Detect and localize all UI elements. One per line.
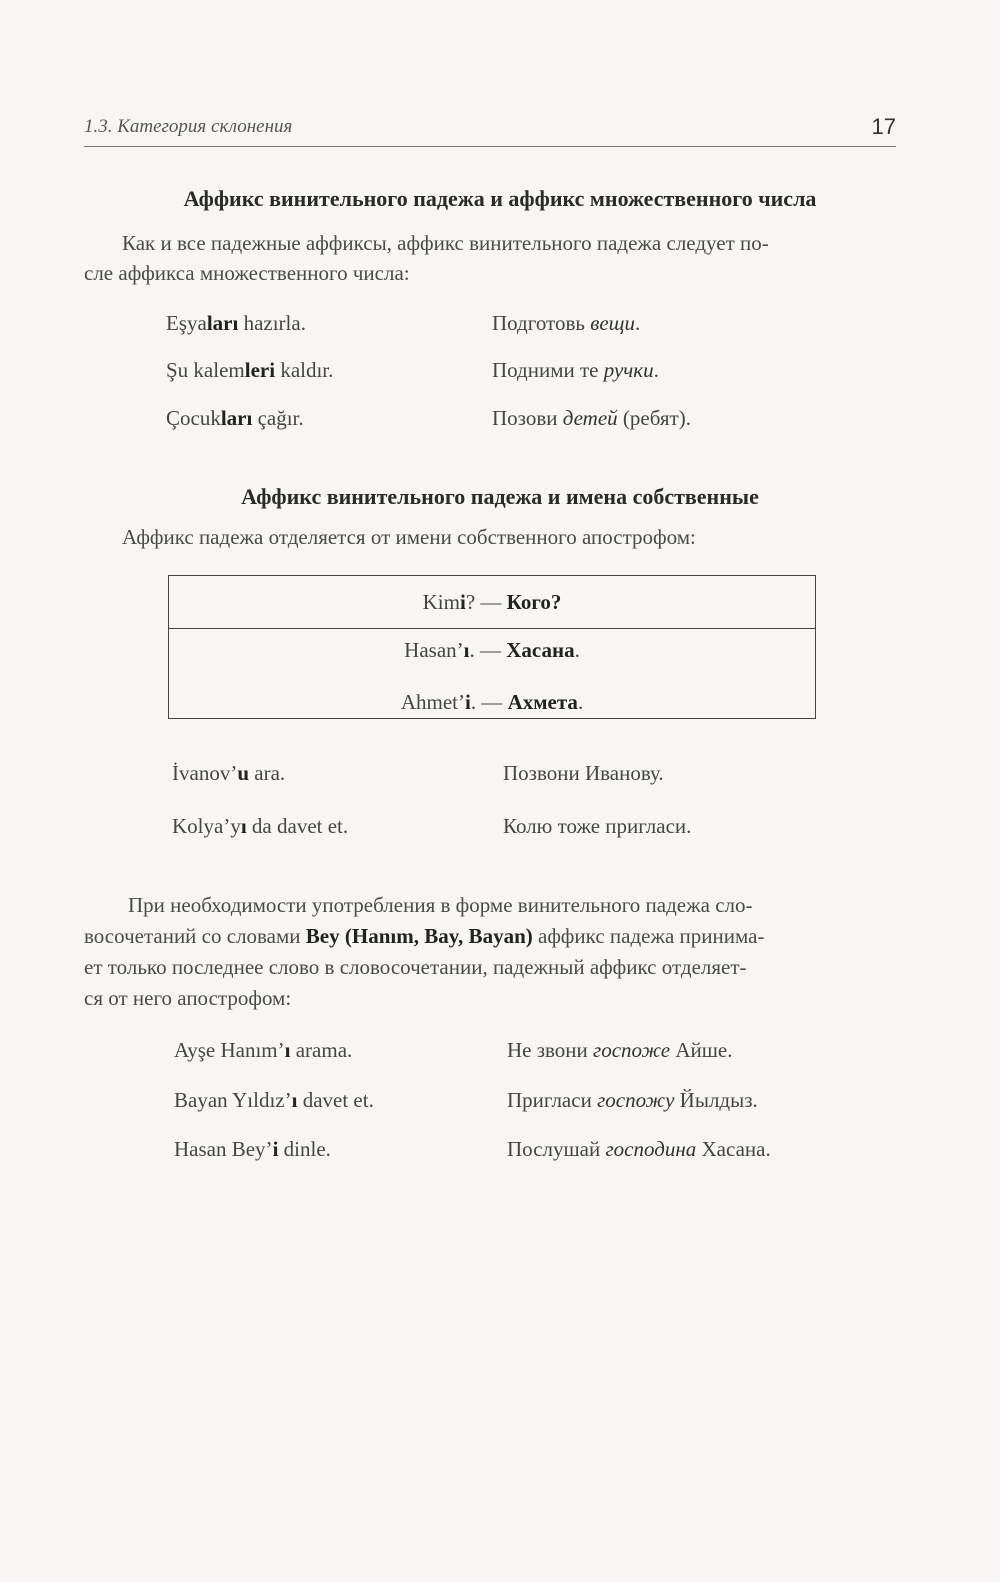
russian-translation: Подготовь вещи. [492, 311, 641, 335]
paragraph-line: восочетаний со словами Bey (Hanım, Bay, Bayan) аффикс падежа принима- [84, 924, 765, 948]
section-heading: Аффикс винительного падежа и имена собственные [241, 484, 759, 509]
turkish-example: Ayşe Hanım’ı arama. [174, 1038, 353, 1062]
russian-translation: Не звони госпоже Айше. [507, 1038, 733, 1062]
paragraph-line: ся от него апострофом: [84, 986, 292, 1010]
section-heading: Аффикс винительного падежа и аффикс множественного числа [183, 186, 817, 211]
table-row: Ahmet’i. — Ахмета. [400, 690, 584, 714]
page-number: 17 [871, 114, 896, 139]
russian-translation: Позвони Иванову. [503, 761, 664, 785]
turkish-example: Hasan Bey’i dinle. [174, 1137, 331, 1161]
paragraph-line: ет только последнее слово в словосочетании, падежный аффикс отделяет- [84, 955, 747, 979]
russian-translation: Пригласи госпожу Йылдыз. [507, 1088, 758, 1112]
case-table [168, 575, 816, 719]
russian-translation: Послушай господина Хасана. [507, 1137, 771, 1161]
table-header-cell: Kimi? — Кого? [422, 590, 562, 614]
paragraph-line: сле аффикса множественного числа: [84, 261, 410, 285]
table-header [169, 576, 815, 629]
turkish-example: Eşyaları hazırla. [166, 311, 306, 335]
running-header [84, 116, 896, 147]
turkish-example: İvanov’u ara. [172, 761, 286, 785]
russian-translation: Позови детей (ребят). [492, 406, 691, 430]
turkish-example: Çocukları çağır. [166, 406, 304, 430]
turkish-example: Kolya’yı da davet et. [172, 814, 349, 838]
paragraph-line: Аффикс падежа отделяется от имени собственного апострофом: [122, 525, 696, 549]
chapter-title: 1.3. Категория склонения [84, 116, 293, 137]
paragraph-line: При необходимости употребления в форме винительного падежа сло- [128, 893, 753, 917]
russian-translation: Подними те ручки. [492, 358, 659, 382]
paragraph-line: Как и все падежные аффиксы, аффикс винительного падежа следует по- [122, 231, 769, 255]
turkish-example: Şu kalemleri kaldır. [166, 358, 334, 382]
turkish-example: Bayan Yıldız’ı davet et. [174, 1088, 374, 1112]
russian-translation: Колю тоже пригласи. [503, 814, 692, 838]
table-row: Hasan’ı. — Хасана. [404, 638, 580, 662]
